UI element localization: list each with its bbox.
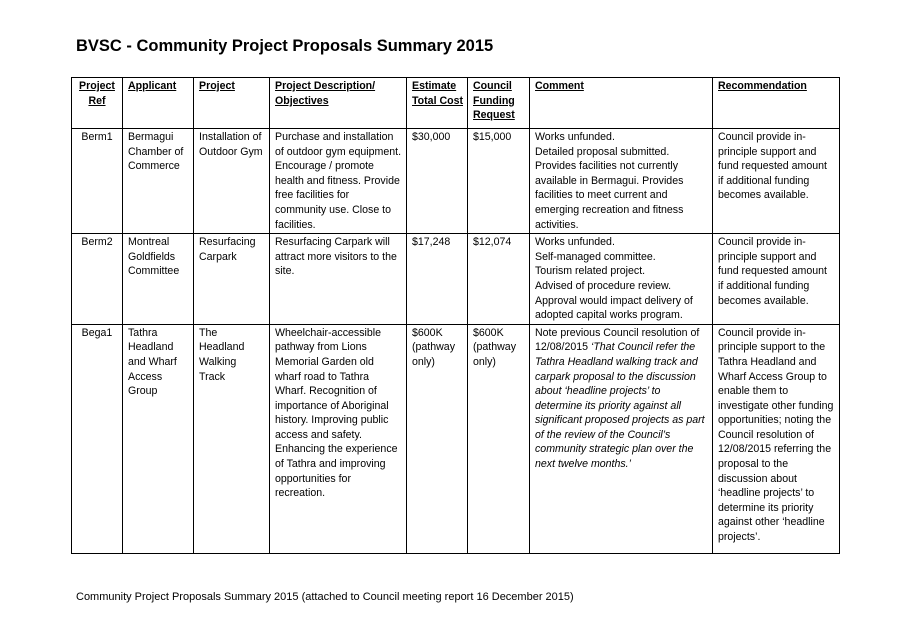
header-recommendation: Recommendation: [713, 78, 840, 129]
table-row: [72, 234, 840, 325]
cell-description: Wheelchair-accessible pathway from Lions Memorial Garden old wharf road to Tathra Wharf. Recognition of importance of Aboriginal history. Improving public access and safety. Enhancing the experience of Tathra and improving opportunities for recreation.: [270, 324, 407, 553]
cell-recommendation: Council provide in-principle support and fund requested amount if additional funding becomes available.: [713, 234, 840, 325]
comment-resolution-quote: ‘That Council refer the Tathra Headland walking track and carpark proposal to the discussion about ‘headline projects’ to determine its priority against all significant proposed projects as part of the review of the Council’s community strategic plan over the next twelve months.’: [535, 341, 705, 471]
table-row: [72, 324, 840, 553]
header-project-ref: Project Ref: [72, 78, 123, 129]
comment-line: Works unfunded.: [535, 131, 615, 143]
comment-line: Advised of procedure review.: [535, 279, 672, 292]
proposals-table: [71, 77, 840, 554]
header-estimate-cost: Estimate Total Cost: [407, 78, 468, 129]
comment-line: Self-managed committee.: [535, 250, 656, 263]
cell-ref: Berm2: [72, 234, 123, 325]
cell-applicant: Montreal Goldfields Committee: [123, 234, 194, 325]
cell-applicant: Bermagui Chamber of Commerce: [123, 129, 194, 234]
header-comment: Comment: [530, 78, 713, 129]
cell-comment: [530, 324, 713, 553]
cell-request: $15,000: [468, 129, 530, 234]
cell-recommendation: Council provide in-principle support to the Tathra Headland and Wharf Access Group to enable them to investigate other funding opportunities; noting the Council resolution of 12/08/2015 referring the proposal to the discussion about ‘headline projects’ to determine its priority against other ‘headline projects’.: [713, 324, 840, 553]
cell-cost: $30,000: [407, 129, 468, 234]
comment-text: Note previous Council resolution of 12/08/2015: [535, 326, 700, 354]
table-header-row: [72, 78, 840, 129]
comment-line: Works unfunded.: [535, 236, 615, 249]
page-title: BVSC - Community Project Proposals Summary 2015: [76, 37, 494, 55]
header-funding-request: Council Funding Request: [468, 78, 530, 129]
cell-request: $12,074: [468, 234, 530, 325]
comment-line: Approval would impact delivery of adopted capital works program.: [535, 294, 693, 322]
cell-cost: $600K (pathway only): [407, 324, 468, 553]
cell-request: $600K (pathway only): [468, 324, 530, 553]
cell-project: Installation of Outdoor Gym: [194, 129, 270, 234]
header-description: Project Description/ Objectives: [270, 78, 407, 129]
cell-ref: Berm1: [72, 129, 123, 234]
cell-comment: [530, 129, 713, 234]
cell-project: Resurfacing Carpark: [194, 234, 270, 325]
cell-applicant: Tathra Headland and Wharf Access Group: [123, 324, 194, 553]
cell-recommendation: Council provide in-principle support and fund requested amount if additional funding becomes available.: [713, 129, 840, 234]
cell-comment: [530, 234, 713, 325]
comment-line: Detailed proposal submitted. Provides facilities not currently available in Bermagui. Provides facilities to meet current and emerging recreation and fitness activities.: [535, 145, 684, 231]
comment-line: Tourism related project.: [535, 265, 646, 278]
header-applicant: Applicant: [123, 78, 194, 129]
table-row: [72, 129, 840, 234]
page-footer: Community Project Proposals Summary 2015 (attached to Council meeting report 16 December 2015): [76, 591, 574, 603]
cell-description: Resurfacing Carpark will attract more visitors to the site.: [270, 234, 407, 325]
cell-cost: $17,248: [407, 234, 468, 325]
cell-description: Purchase and installation of outdoor gym equipment. Encourage / promote health and fitness. Provide free facilities for community use. Close to facilities.: [270, 129, 407, 234]
header-project: Project: [194, 78, 270, 129]
cell-project: The Headland Walking Track: [194, 324, 270, 553]
cell-ref: Bega1: [72, 324, 123, 553]
